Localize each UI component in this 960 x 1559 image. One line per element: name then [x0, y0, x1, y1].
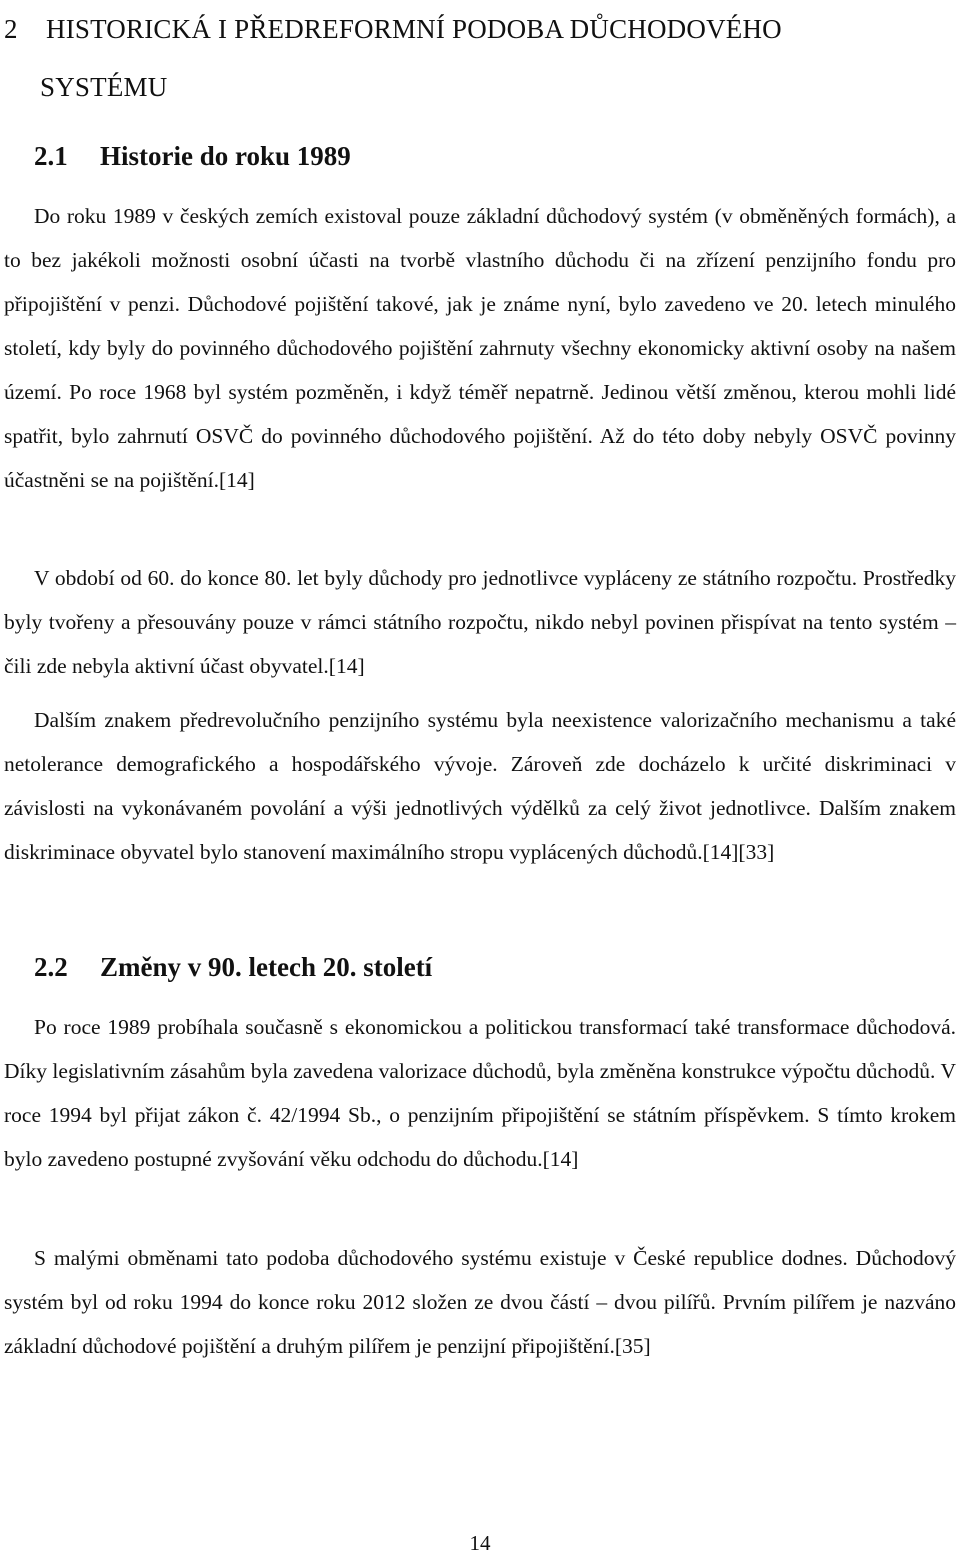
section-title-text: Změny v 90. letech 20. století: [100, 952, 433, 982]
paragraph-1: Do roku 1989 v českých zemích existoval pouze základní důchodový systém (v obměněných formách), a to bez jakékoli možnosti osobní účasti na tvorbě vlastního důchodu či na zřízení penzijního fondu pro připojištění v penzi. Důchodové pojištění takové, jak je známe nyní, bylo zavedeno ve 20. letech minulého století, kdy byly do povinného důchodového pojištění zahrnuty všechny ekonomicky aktivní osoby na našem území. Po roce 1968 byl systém pozměněn, i když téměř nepatrně. Jedinou větší změnou, kterou mohli lidé spatřit, bylo zahrnutí OSVČ do povinného důchodového pojištění. Až do této doby nebyly OSVČ povinny účastněni se na pojištění.[14]: [4, 204, 956, 492]
section-heading-2-2: [34, 950, 432, 984]
section-heading-2-1: [34, 139, 351, 173]
chapter-title-line1: HISTORICKÁ I PŘEDREFORMNÍ PODOBA DŮCHODOVÉHO: [46, 14, 782, 44]
chapter-title: [4, 0, 934, 116]
chapter-title-line2: SYSTÉMU: [40, 72, 168, 102]
page-number: 14: [469, 1531, 491, 1555]
section-number: 2.1: [34, 141, 68, 171]
chapter-number: 2: [4, 14, 18, 44]
paragraph-3: Dalším znakem předrevolučního penzijního systému byla neexistence valorizačního mechanismu a také netolerance demografického a hospodářského vývoje. Zároveň zde docházelo k určité diskriminaci v závislosti na vykonávaném povolání a výši jednotlivých výdělků za celý život jednotlivce. Dalším znakem diskriminace obyvatel bylo stanovení maximálního stropu vyplácených důchodů.[14][33]: [4, 708, 956, 864]
section-number: 2.2: [34, 952, 68, 982]
paragraph-4: Po roce 1989 probíhala současně s ekonomickou a politickou transformací také transformace důchodová. Díky legislativním zásahům byla zavedena valorizace důchodů, byla změněna konstrukce výpočtu důchodů. V roce 1994 byl přijat zákon č. 42/1994 Sb., o penzijním připojištění se státním příspěvkem. S tímto krokem bylo zavedeno postupné zvyšování věku odchodu do důchodu.[14]: [4, 1015, 956, 1171]
paragraph-5: S malými obměnami tato podoba důchodového systému existuje v České republice dodnes. Důchodový systém byl od roku 1994 do konce roku 2012 složen ze dvou částí – dvou pilířů. Prvním pilířem je nazváno základní důchodové pojištění a druhým pilířem je penzijní připojištění.[35]: [4, 1246, 956, 1358]
section-title-text: Historie do roku 1989: [100, 141, 351, 171]
paragraph-2: V období od 60. do konce 80. let byly důchody pro jednotlivce vypláceny ze státního rozpočtu. Prostředky byly tvořeny a přesouvány pouze v rámci státního rozpočtu, nikdo nebyl povinen přispívat na tento systém – čili zde nebyla aktivní účast obyvatel.[14]: [4, 566, 956, 678]
